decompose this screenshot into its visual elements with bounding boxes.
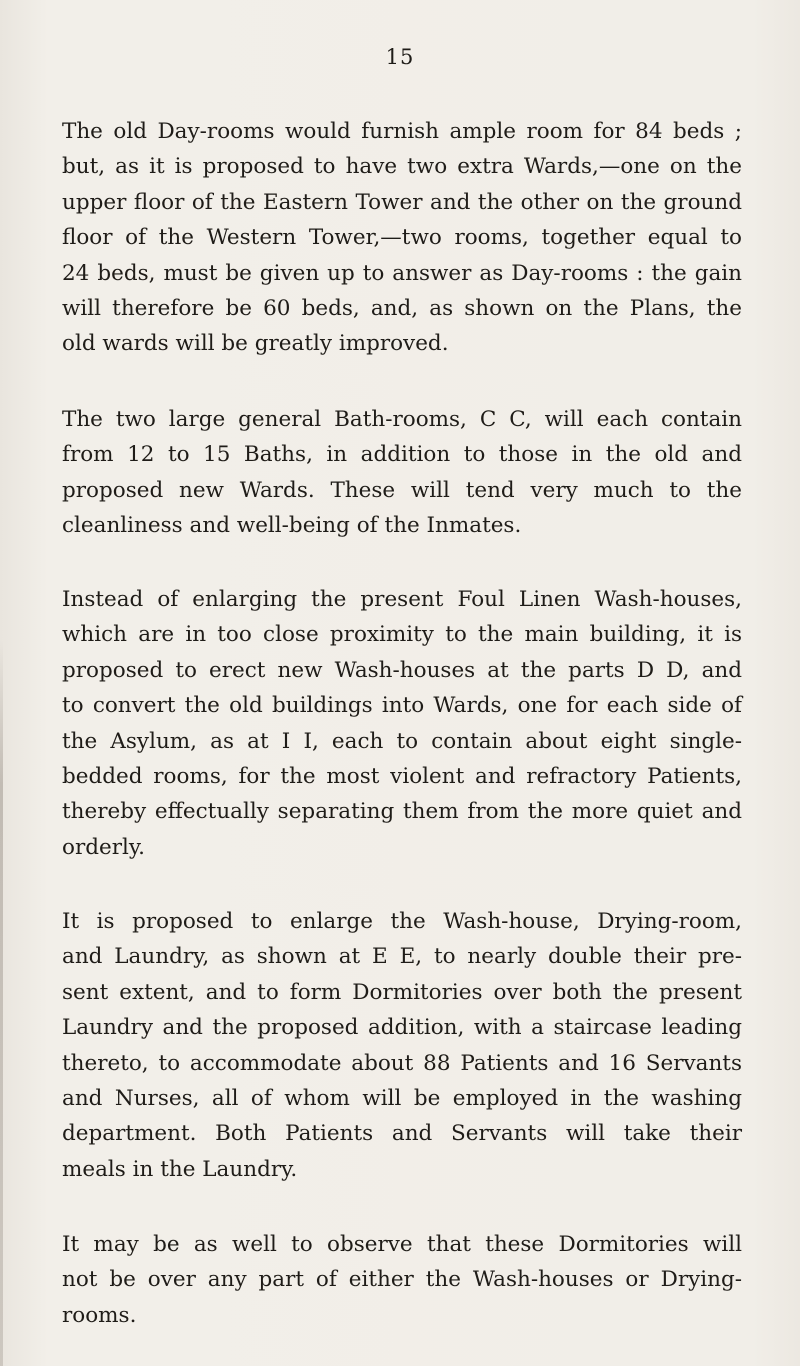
text-line: 24 beds, must be given up to answer as Day-rooms : the gain — [62, 260, 742, 286]
text-line: and Laundry, as shown at E E, to nearly double their pre- — [62, 944, 742, 970]
text-line: upper floor of the Eastern Tower and the other on the ground — [62, 189, 742, 215]
text-line: department. Both Patients and Servants will take their — [62, 1121, 742, 1147]
text-line: the Asylum, as at I I, each to contain about eight single- — [62, 728, 742, 754]
text-line: thereby effectually separating them from the more quiet and — [62, 799, 742, 825]
text-line: It is proposed to enlarge the Wash-house, Drying-room, — [62, 909, 742, 934]
text-line: but, as it is proposed to have two extra Wards,—one on the — [62, 154, 742, 180]
text-line: sent extent, and to form Dormitories over both the present — [62, 979, 742, 1005]
text-line: which are in too close proximity to the main building, it is — [62, 622, 742, 648]
text-line: Instead of enlarging the present Foul Linen Wash-houses, — [62, 587, 742, 612]
text-line: thereto, to accommodate about 88 Patients and 16 Servants — [62, 1050, 742, 1076]
text-line: to convert the old buildings into Wards, one for each side of — [62, 693, 742, 719]
text-line: from 12 to 15 Baths, in addition to those in the old and — [62, 442, 742, 468]
text-line: meals in the Laundry. — [62, 1156, 298, 1182]
text-line: orderly. — [62, 834, 145, 860]
text-line: proposed new Wards. These will tend very much to the — [62, 477, 742, 503]
text-line: rooms. — [62, 1302, 137, 1328]
text-line: not be over any part of either the Wash-houses or Drying- — [62, 1267, 742, 1293]
text-line: old wards will be greatly improved. — [62, 331, 449, 357]
page-number: 15 — [385, 45, 415, 69]
paragraph-day-rooms — [62, 114, 742, 362]
text-line: and Nurses, all of whom will be employed in the washing — [62, 1085, 742, 1111]
paragraph-bath-rooms — [62, 402, 742, 544]
paragraph-dormitories — [62, 1227, 742, 1333]
text-line: The two large general Bath-rooms, C C, will each contain — [62, 407, 742, 432]
text-line: will therefore be 60 beds, and, as shown on the Plans, the — [62, 295, 742, 321]
text-line: The old Day-rooms would furnish ample room for 84 beds ; — [62, 119, 742, 144]
paragraph-laundry — [62, 904, 742, 1187]
page-edge-shadow — [0, 640, 3, 1366]
text-line: cleanliness and well-being of the Inmates. — [62, 513, 522, 539]
text-line: It may be as well to observe that these Dormitories will — [62, 1232, 742, 1257]
text-line: floor of the Western Tower,—two rooms, together equal to — [62, 225, 742, 251]
paragraph-wash-houses — [62, 582, 742, 865]
text-line: bedded rooms, for the most violent and refractory Patients, — [62, 763, 742, 789]
text-line: proposed to erect new Wash-houses at the parts D D, and — [62, 657, 742, 683]
text-line: Laundry and the proposed addition, with a staircase leading — [62, 1015, 742, 1041]
